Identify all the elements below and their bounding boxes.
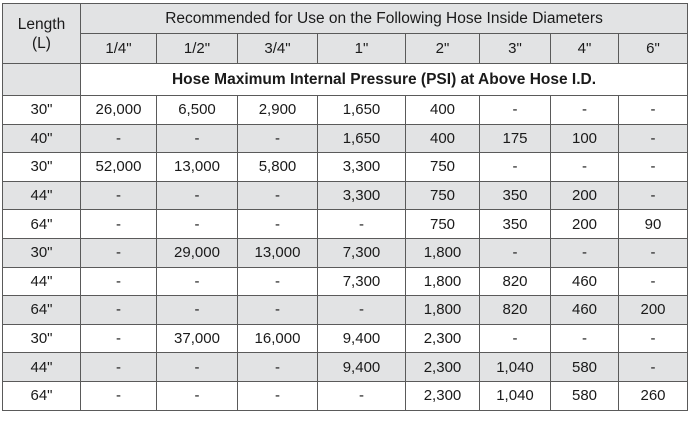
- pressure-cell: -: [480, 324, 551, 353]
- pressure-cell: 37,000: [157, 324, 238, 353]
- diameter-header: 3": [480, 34, 551, 64]
- pressure-cell: -: [157, 296, 238, 325]
- table-row: [3, 296, 688, 325]
- pressure-cell: 26,000: [81, 96, 157, 125]
- pressure-cell: -: [318, 381, 406, 410]
- table-row: [3, 210, 688, 239]
- pressure-cell: 460: [551, 296, 619, 325]
- table-row: [3, 381, 688, 410]
- pressure-cell: 3,300: [318, 181, 406, 210]
- table-row: [3, 124, 688, 153]
- length-header-spacer: [3, 64, 81, 96]
- pressure-cell: -: [619, 181, 688, 210]
- pressure-cell: -: [480, 153, 551, 182]
- pressure-cell: 200: [551, 210, 619, 239]
- pressure-cell: -: [619, 124, 688, 153]
- length-header-label: Length: [17, 15, 66, 33]
- pressure-cell: -: [238, 353, 318, 382]
- pressure-cell: 90: [619, 210, 688, 239]
- pressure-cell: -: [157, 181, 238, 210]
- pressure-cell: -: [318, 210, 406, 239]
- pressure-cell: 200: [551, 181, 619, 210]
- length-cell: 44": [3, 267, 81, 296]
- pressure-subheader: Hose Maximum Internal Pressure (PSI) at Above Hose I.D.: [81, 64, 688, 96]
- pressure-cell: -: [480, 238, 551, 267]
- pressure-cell: 350: [480, 210, 551, 239]
- pressure-cell: -: [157, 267, 238, 296]
- pressure-cell: 2,300: [406, 381, 480, 410]
- pressure-cell: 7,300: [318, 238, 406, 267]
- pressure-cell: 16,000: [238, 324, 318, 353]
- table-row: [3, 324, 688, 353]
- pressure-cell: 9,400: [318, 324, 406, 353]
- pressure-cell: 175: [480, 124, 551, 153]
- pressure-cell: 820: [480, 296, 551, 325]
- pressure-cell: 1,800: [406, 267, 480, 296]
- pressure-cell: -: [619, 267, 688, 296]
- pressure-cell: 5,800: [238, 153, 318, 182]
- table-row: [3, 267, 688, 296]
- pressure-cell: 13,000: [157, 153, 238, 182]
- table-body: [3, 96, 688, 411]
- pressure-cell: -: [238, 181, 318, 210]
- pressure-cell: 580: [551, 353, 619, 382]
- diameter-header: 6": [619, 34, 688, 64]
- length-header: [3, 4, 81, 64]
- length-cell: 40": [3, 124, 81, 153]
- pressure-cell: 750: [406, 181, 480, 210]
- pressure-cell: -: [551, 96, 619, 125]
- length-cell: 44": [3, 181, 81, 210]
- diameter-header-row: [3, 34, 688, 64]
- pressure-cell: -: [238, 210, 318, 239]
- pressure-cell: -: [81, 181, 157, 210]
- pressure-cell: -: [619, 353, 688, 382]
- pressure-cell: -: [619, 153, 688, 182]
- pressure-cell: -: [238, 124, 318, 153]
- pressure-cell: -: [238, 296, 318, 325]
- pressure-cell: 7,300: [318, 267, 406, 296]
- table-row: [3, 353, 688, 382]
- pressure-cell: 400: [406, 124, 480, 153]
- table-row: [3, 181, 688, 210]
- pressure-cell: -: [238, 267, 318, 296]
- pressure-cell: 3,300: [318, 153, 406, 182]
- pressure-cell: -: [619, 324, 688, 353]
- length-cell: 30": [3, 324, 81, 353]
- pressure-cell: 400: [406, 96, 480, 125]
- pressure-cell: 260: [619, 381, 688, 410]
- pressure-cell: 1,800: [406, 296, 480, 325]
- pressure-cell: 9,400: [318, 353, 406, 382]
- pressure-cell: 2,300: [406, 324, 480, 353]
- pressure-cell: -: [81, 210, 157, 239]
- pressure-cell: -: [619, 96, 688, 125]
- pressure-cell: -: [157, 210, 238, 239]
- pressure-cell: -: [157, 124, 238, 153]
- pressure-cell: 2,300: [406, 353, 480, 382]
- pressure-cell: 1,040: [480, 353, 551, 382]
- pressure-cell: -: [157, 353, 238, 382]
- pressure-cell: -: [81, 296, 157, 325]
- pressure-cell: 52,000: [81, 153, 157, 182]
- pressure-cell: 29,000: [157, 238, 238, 267]
- hose-pressure-table: [2, 3, 688, 411]
- pressure-cell: 100: [551, 124, 619, 153]
- diameter-header: 1": [318, 34, 406, 64]
- pressure-cell: -: [480, 96, 551, 125]
- pressure-cell: 1,650: [318, 96, 406, 125]
- pressure-cell: -: [81, 381, 157, 410]
- length-cell: 64": [3, 210, 81, 239]
- pressure-cell: -: [551, 238, 619, 267]
- length-cell: 64": [3, 296, 81, 325]
- pressure-table-container: [2, 3, 687, 411]
- length-cell: 30": [3, 153, 81, 182]
- pressure-cell: 1,800: [406, 238, 480, 267]
- pressure-cell: 350: [480, 181, 551, 210]
- pressure-cell: -: [81, 353, 157, 382]
- pressure-cell: 750: [406, 210, 480, 239]
- diameter-header: 4": [551, 34, 619, 64]
- table-row: [3, 153, 688, 182]
- pressure-cell: 200: [619, 296, 688, 325]
- length-cell: 30": [3, 238, 81, 267]
- diameter-group-header: Recommended for Use on the Following Hose Inside Diameters: [81, 4, 688, 34]
- pressure-cell: -: [157, 381, 238, 410]
- table-row: [3, 238, 688, 267]
- diameter-header: 1/2": [157, 34, 238, 64]
- pressure-cell: 6,500: [157, 96, 238, 125]
- pressure-cell: -: [318, 296, 406, 325]
- pressure-cell: 820: [480, 267, 551, 296]
- table-row: [3, 96, 688, 125]
- pressure-cell: -: [81, 267, 157, 296]
- pressure-cell: 580: [551, 381, 619, 410]
- pressure-cell: 1,650: [318, 124, 406, 153]
- pressure-cell: -: [81, 238, 157, 267]
- length-cell: 44": [3, 353, 81, 382]
- pressure-cell: -: [238, 381, 318, 410]
- pressure-cell: -: [619, 238, 688, 267]
- pressure-cell: -: [81, 124, 157, 153]
- pressure-cell: 460: [551, 267, 619, 296]
- diameter-header: 2": [406, 34, 480, 64]
- length-header-unit: (L): [32, 34, 51, 52]
- pressure-cell: 2,900: [238, 96, 318, 125]
- pressure-cell: -: [81, 324, 157, 353]
- pressure-cell: 750: [406, 153, 480, 182]
- diameter-header: 3/4": [238, 34, 318, 64]
- length-cell: 64": [3, 381, 81, 410]
- pressure-cell: -: [551, 324, 619, 353]
- diameter-header: 1/4": [81, 34, 157, 64]
- length-cell: 30": [3, 96, 81, 125]
- pressure-cell: 1,040: [480, 381, 551, 410]
- pressure-cell: -: [551, 153, 619, 182]
- pressure-cell: 13,000: [238, 238, 318, 267]
